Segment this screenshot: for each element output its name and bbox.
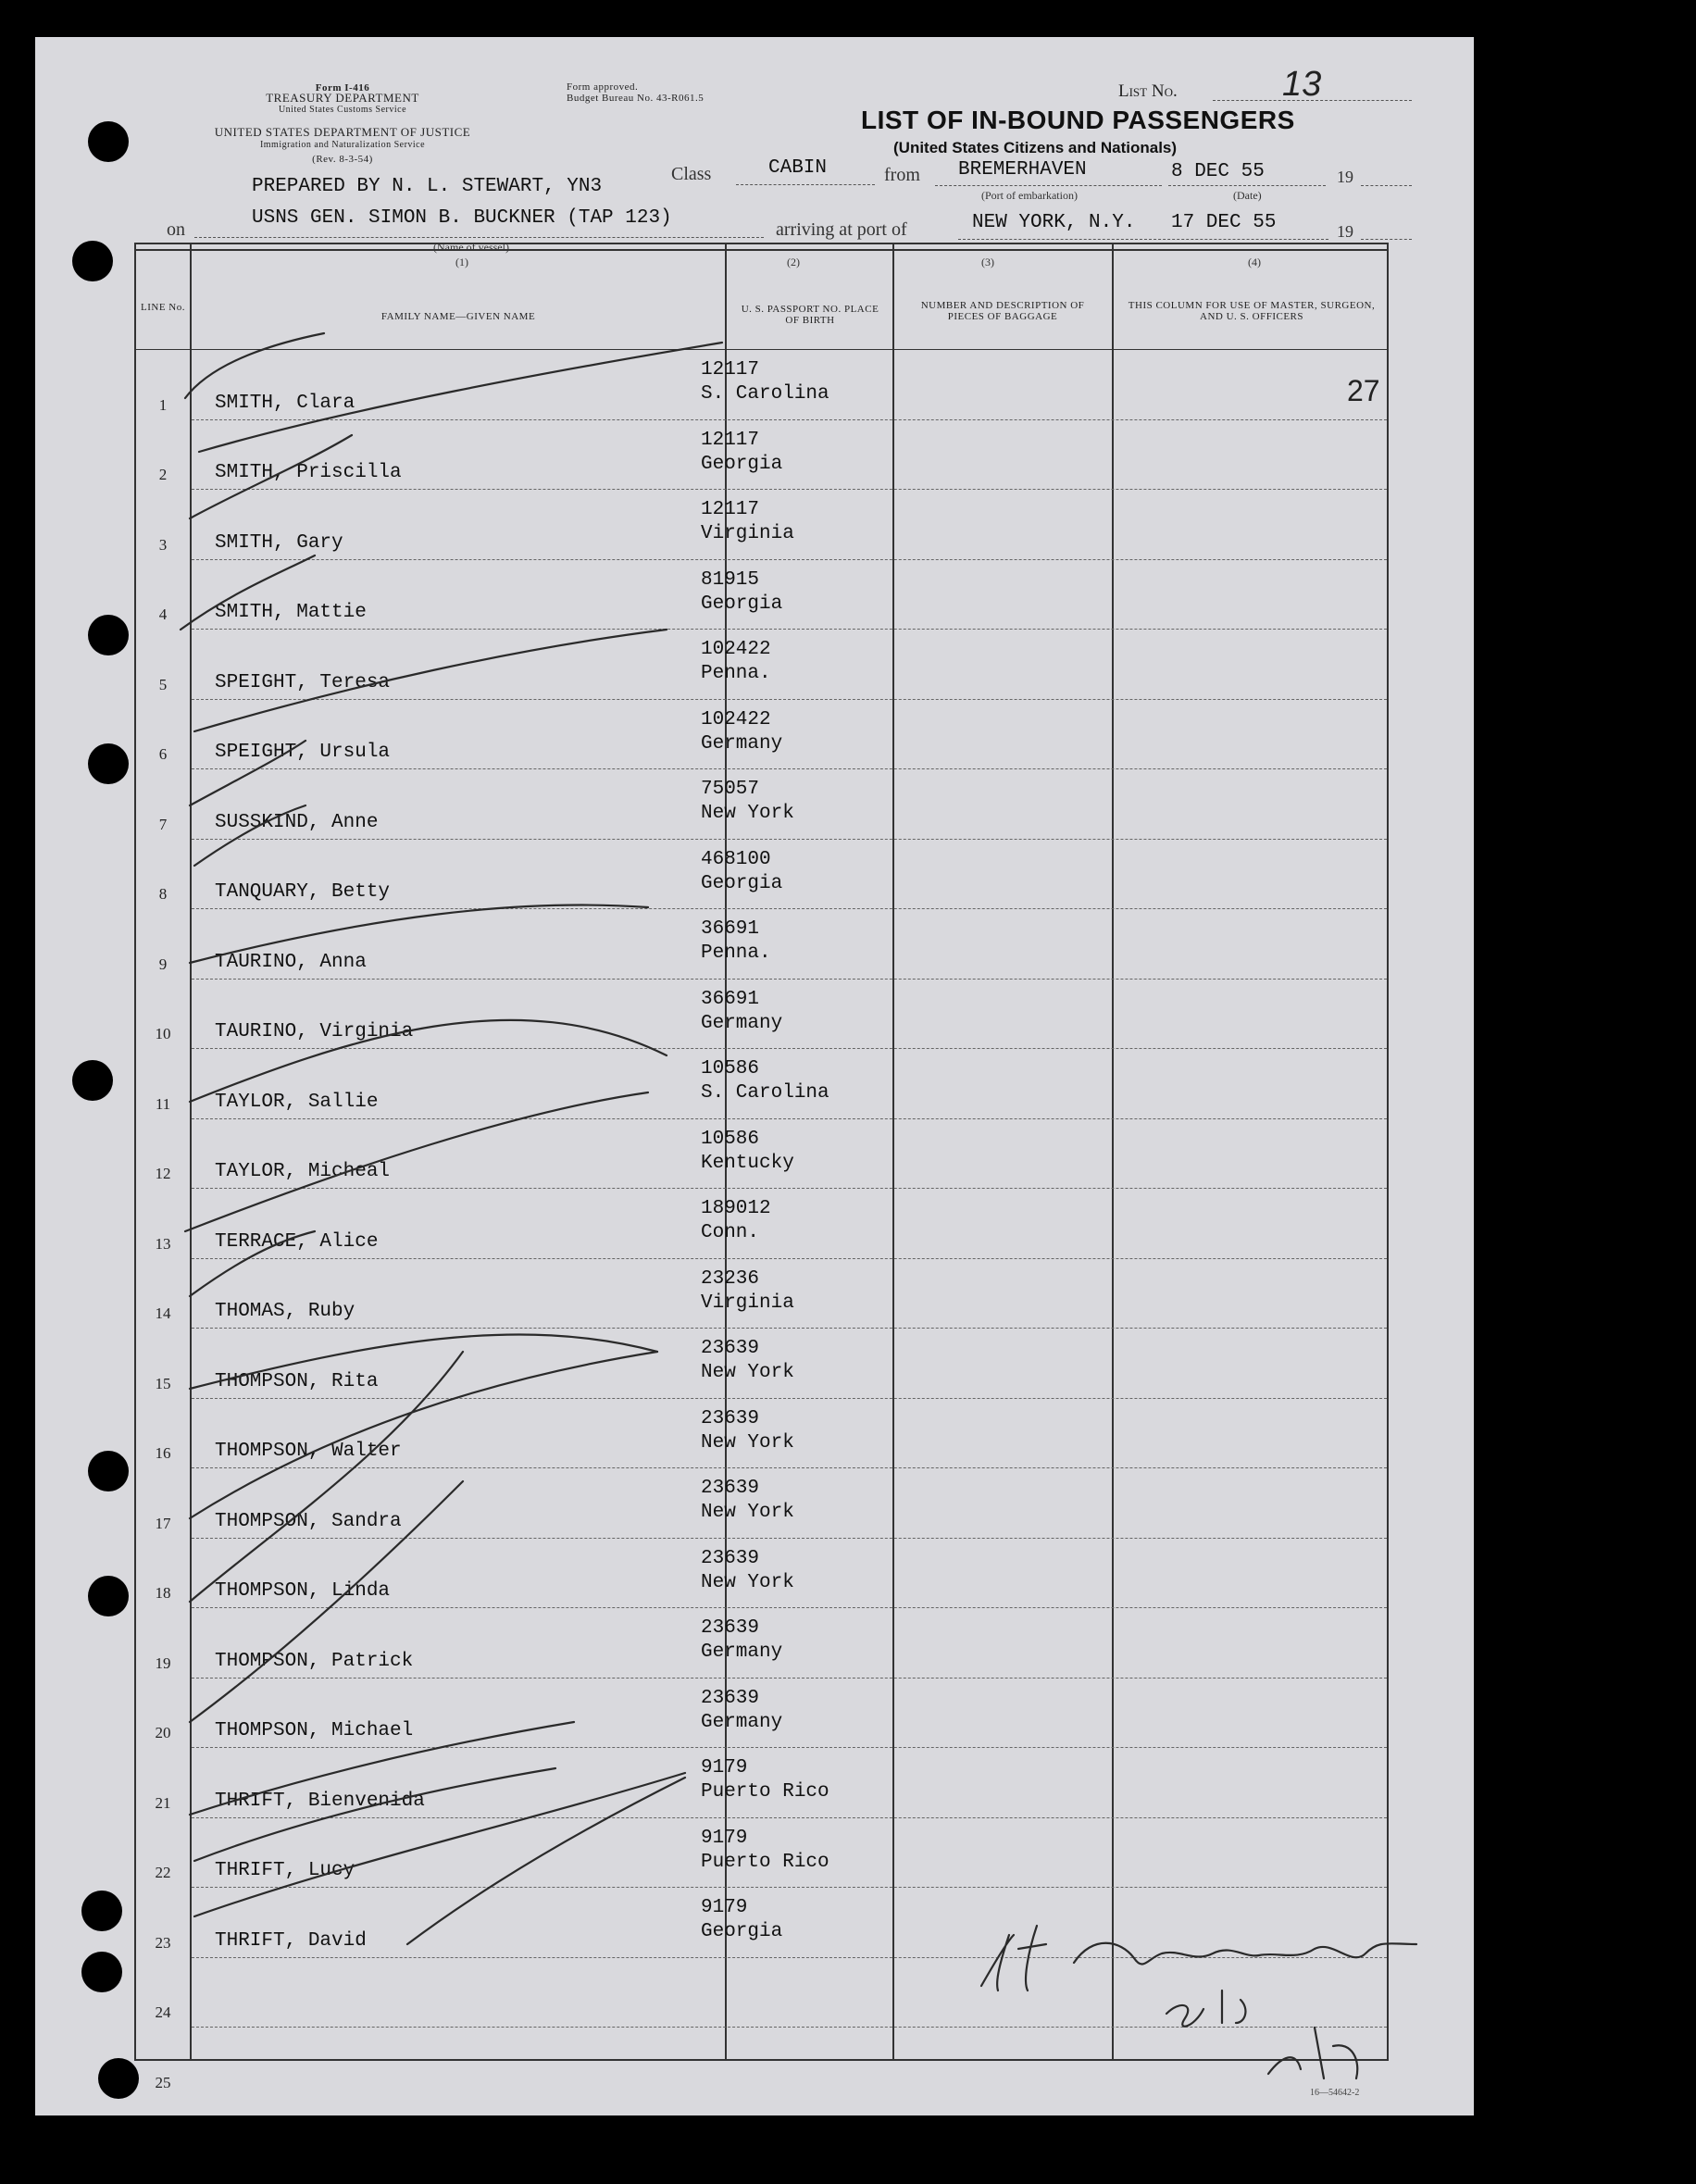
place-of-birth: Virginia [701, 1292, 794, 1314]
place-of-birth: Virginia [701, 523, 794, 544]
from-label: from [884, 165, 920, 185]
passenger-name: THOMAS, Ruby [215, 1301, 355, 1322]
passenger-name: THRIFT, Bienvenida [215, 1790, 425, 1812]
passport-and-birthplace [701, 1337, 794, 1385]
passenger-name: TANQUARY, Betty [215, 881, 391, 903]
passport-and-birthplace [701, 1756, 829, 1804]
binder-hole [88, 615, 129, 655]
passenger-name: TAURINO, Anna [215, 951, 367, 973]
column-ref-4: (4) [1248, 256, 1261, 268]
place-of-birth: Germany [701, 1012, 783, 1034]
line-number: 25 [155, 2073, 171, 2091]
page-subtitle: (United States Citizens and Nationals) [893, 139, 1178, 156]
vessel-caption: (Name of vessel) [433, 241, 509, 254]
line-number: 13 [155, 1234, 171, 1253]
prepared-by: PREPARED BY N. L. STEWART, YN3 [252, 176, 603, 197]
line-number: 2 [158, 466, 168, 483]
line-number: 3 [158, 535, 168, 554]
passport-number: 9179 [701, 1897, 748, 1918]
place-of-birth: Puerto Rico [701, 1851, 829, 1873]
binder-hole [81, 1952, 122, 1992]
passport-number: 189012 [701, 1198, 771, 1219]
binder-hole [88, 1451, 129, 1491]
date-of-embarkation: 8 DEC 55 [1171, 161, 1265, 182]
line-number: 12 [155, 1165, 171, 1182]
place-of-birth: S. Carolina [701, 1082, 829, 1104]
on-label: on [167, 219, 185, 240]
vessel-line [194, 237, 764, 238]
year-line-1 [1361, 185, 1412, 186]
passport-and-birthplace [701, 1057, 829, 1105]
passport-number: 102422 [701, 708, 771, 730]
passport-number: 12117 [701, 359, 760, 381]
binder-hole [88, 1576, 129, 1616]
passenger-name: THOMPSON, Walter [215, 1441, 402, 1462]
line-number: 11 [155, 1094, 171, 1113]
passport-and-birthplace [701, 988, 782, 1036]
passport-and-birthplace [701, 358, 829, 406]
passport-number: 9179 [701, 1827, 748, 1849]
col-header-baggage: NUMBER AND DESCRIPTION OF PIECES OF BAGGAGE [920, 300, 1085, 322]
table-row [136, 1048, 1387, 1118]
passport-and-birthplace [701, 1267, 794, 1316]
table-row [136, 349, 1387, 419]
passport-and-birthplace [701, 1407, 794, 1455]
passport-and-birthplace [701, 498, 794, 546]
col-header-passport: U. S. PASSPORT NO. PLACE OF BIRTH [741, 304, 879, 326]
passport-number: 10586 [701, 1058, 760, 1080]
place-of-birth: Penna. [701, 663, 771, 684]
line-number: 8 [158, 885, 168, 903]
passport-number: 23639 [701, 1478, 760, 1499]
passport-and-birthplace [701, 848, 782, 896]
place-of-birth: Georgia [701, 453, 783, 475]
passenger-name: SMITH, Gary [215, 531, 343, 554]
passenger-name: TERRACE, Alice [215, 1230, 379, 1253]
passport-number: 75057 [701, 779, 760, 800]
port-embark-caption: (Port of embarkation) [981, 189, 1078, 202]
table-row [136, 1957, 1387, 2028]
place-of-birth: S. Carolina [701, 383, 829, 405]
passport-number: 23639 [701, 1617, 760, 1639]
customs-service: United States Customs Service [278, 105, 407, 115]
line-number: 5 [158, 675, 168, 693]
table-row [136, 1188, 1387, 1258]
passport-and-birthplace [701, 778, 794, 826]
passport-and-birthplace [701, 1547, 794, 1595]
binder-hole [81, 1891, 122, 1931]
passport-and-birthplace [701, 917, 771, 966]
line-number: 18 [155, 1584, 171, 1602]
passport-number: 468100 [701, 848, 771, 870]
place-of-birth: Conn. [701, 1222, 760, 1243]
column-ref-2: (2) [787, 256, 800, 268]
passport-number: 36691 [701, 988, 760, 1010]
place-of-birth: New York [701, 1571, 794, 1593]
year-label-1: 19 [1337, 168, 1353, 186]
passenger-name: SMITH, Priscilla [215, 462, 402, 483]
passport-and-birthplace [701, 1616, 782, 1665]
passenger-table [134, 243, 1389, 2091]
line-number: 23 [155, 1933, 171, 1952]
line-number: 17 [155, 1514, 171, 1532]
date-embark-line [1168, 185, 1326, 186]
passport-and-birthplace [701, 638, 771, 686]
passenger-name: SPEIGHT, Teresa [215, 671, 391, 693]
line-number: 9 [158, 955, 168, 973]
place-of-birth: Georgia [701, 593, 783, 615]
passport-number: 12117 [701, 429, 760, 451]
place-of-birth: New York [701, 1502, 794, 1523]
line-number: 16 [155, 1444, 171, 1462]
line-number: 6 [158, 745, 168, 763]
passport-number: 23639 [701, 1687, 760, 1709]
class-value: CABIN [768, 157, 828, 179]
class-label: Class [671, 164, 712, 184]
binder-hole [72, 241, 113, 281]
passport-number: 12117 [701, 499, 760, 520]
arrival-line [958, 239, 1328, 240]
passenger-name: SMITH, Clara [215, 392, 355, 414]
passenger-name: THOMPSON, Linda [215, 1580, 391, 1602]
passport-number: 102422 [701, 639, 771, 660]
passenger-name: SPEIGHT, Ursula [215, 742, 391, 763]
arriving-label: arriving at port of [776, 219, 907, 240]
passport-and-birthplace [701, 1827, 829, 1875]
col-header-name: FAMILY NAME—GIVEN NAME [380, 311, 536, 322]
line-number: 14 [155, 1304, 171, 1322]
table-top-rule [136, 249, 1387, 251]
passport-number: 23236 [701, 1267, 760, 1290]
table-row [136, 979, 1387, 1049]
binder-hole [88, 121, 129, 162]
revision: (Rev. 8-3-54) [312, 154, 373, 165]
table-row [136, 419, 1387, 490]
binder-hole [72, 1060, 113, 1101]
place-of-birth: New York [701, 803, 794, 824]
passport-and-birthplace [701, 1477, 794, 1525]
passport-and-birthplace [701, 708, 782, 756]
date-of-arrival: 17 DEC 55 [1171, 212, 1277, 233]
line-number: 4 [158, 605, 168, 623]
passport-number: 9179 [701, 1757, 748, 1778]
line-number: 22 [155, 1864, 171, 1881]
passport-and-birthplace [701, 568, 782, 617]
year-line-2 [1361, 239, 1412, 240]
line-number: 10 [155, 1025, 171, 1042]
passenger-name: TAYLOR, Micheal [215, 1161, 391, 1182]
passenger-name: THRIFT, David [215, 1929, 367, 1952]
ins-service: Immigration and Naturalization Service [259, 140, 426, 150]
column-ref-3: (3) [981, 256, 994, 268]
passport-and-birthplace [701, 1128, 794, 1176]
table-row [136, 1678, 1387, 1748]
place-of-birth: Germany [701, 1641, 783, 1663]
binder-hole [88, 743, 129, 784]
passenger-name: THOMPSON, Sandra [215, 1510, 402, 1532]
passenger-name: THRIFT, Lucy [215, 1860, 355, 1881]
form-approved: Form approved. [567, 81, 639, 93]
place-of-birth: Kentucky [701, 1152, 794, 1174]
line-number: 21 [155, 1793, 171, 1812]
line-number: 19 [155, 1654, 171, 1672]
port-of-arrival: NEW YORK, N.Y. [972, 212, 1136, 233]
list-no-value: 13 [1282, 65, 1322, 104]
place-of-birth: Germany [701, 1711, 783, 1733]
passenger-name: THOMPSON, Rita [215, 1370, 379, 1392]
passenger-name: THOMPSON, Michael [215, 1720, 414, 1741]
passport-number: 36691 [701, 918, 760, 940]
passenger-name: TAYLOR, Sallie [215, 1091, 379, 1113]
budget-bureau: Budget Bureau No. 43-R061.5 [567, 93, 705, 104]
page-title: LIST OF IN-BOUND PASSENGERS [861, 106, 1295, 134]
passport-and-birthplace [701, 1687, 782, 1735]
table-row [136, 768, 1387, 839]
table-row [136, 908, 1387, 979]
place-of-birth: Georgia [701, 1921, 783, 1942]
form-number: Form I-416 [315, 82, 370, 94]
place-of-birth: Penna. [701, 942, 771, 964]
table-row [136, 839, 1387, 909]
table-row [136, 1398, 1387, 1468]
table-row [136, 1328, 1387, 1398]
passport-number: 23639 [701, 1338, 760, 1359]
passport-and-birthplace [701, 1197, 771, 1245]
treasury-department: TREASURY DEPARTMENT [266, 91, 419, 105]
place-of-birth: New York [701, 1362, 794, 1383]
table-row [136, 1538, 1387, 1608]
table-row [136, 489, 1387, 559]
table-row [136, 559, 1387, 630]
officer-note: 27 [1347, 374, 1380, 407]
passenger-name: SUSSKIND, Anne [215, 811, 379, 833]
table-row [136, 1747, 1387, 1817]
table-row [136, 2027, 1387, 2097]
line-number: 20 [155, 1724, 171, 1741]
col-header-line: LINE No. [141, 302, 185, 313]
line-number: 1 [158, 395, 168, 414]
place-of-birth: Georgia [701, 872, 783, 894]
passport-and-birthplace [701, 429, 782, 477]
line-number: 7 [158, 815, 168, 833]
footer-code: 16—54642-2 [1310, 2088, 1360, 2098]
place-of-birth: New York [701, 1431, 794, 1454]
place-of-birth: Puerto Rico [701, 1781, 829, 1803]
year-label-2: 19 [1337, 222, 1353, 241]
passenger-name: TAURINO, Virginia [215, 1021, 414, 1042]
class-line [736, 184, 875, 185]
passenger-name: THOMPSON, Patrick [215, 1650, 414, 1672]
port-of-embarkation: BREMERHAVEN [958, 159, 1087, 181]
table-row [136, 1887, 1387, 1957]
table-row [136, 1467, 1387, 1538]
line-number: 15 [155, 1374, 171, 1392]
passport-number: 10586 [701, 1128, 760, 1150]
passport-number: 81915 [701, 568, 760, 591]
table-row [136, 699, 1387, 769]
line-number: 24 [155, 2003, 171, 2021]
table-row [136, 1118, 1387, 1189]
list-no-label: List No. [1118, 81, 1178, 101]
passenger-name: SMITH, Mattie [215, 602, 367, 623]
vessel-name: USNS GEN. SIMON B. BUCKNER (TAP 123) [252, 207, 672, 229]
table-row [136, 1258, 1387, 1329]
table-row [136, 629, 1387, 699]
table-row [136, 1817, 1387, 1888]
passport-number: 23639 [701, 1407, 760, 1429]
passport-and-birthplace [701, 1896, 782, 1944]
date-caption: (Date) [1233, 189, 1262, 202]
justice-department: UNITED STATES DEPARTMENT OF JUSTICE [214, 125, 471, 139]
column-ref-1: (1) [455, 256, 468, 268]
place-of-birth: Germany [701, 732, 783, 755]
passport-number: 23639 [701, 1547, 760, 1569]
binder-hole [98, 2058, 139, 2099]
table-row [136, 1607, 1387, 1678]
col-header-officers: THIS COLUMN FOR USE OF MASTER, SURGEON, AND U. S. OFFICERS [1128, 300, 1376, 322]
port-embark-line [935, 185, 1162, 186]
